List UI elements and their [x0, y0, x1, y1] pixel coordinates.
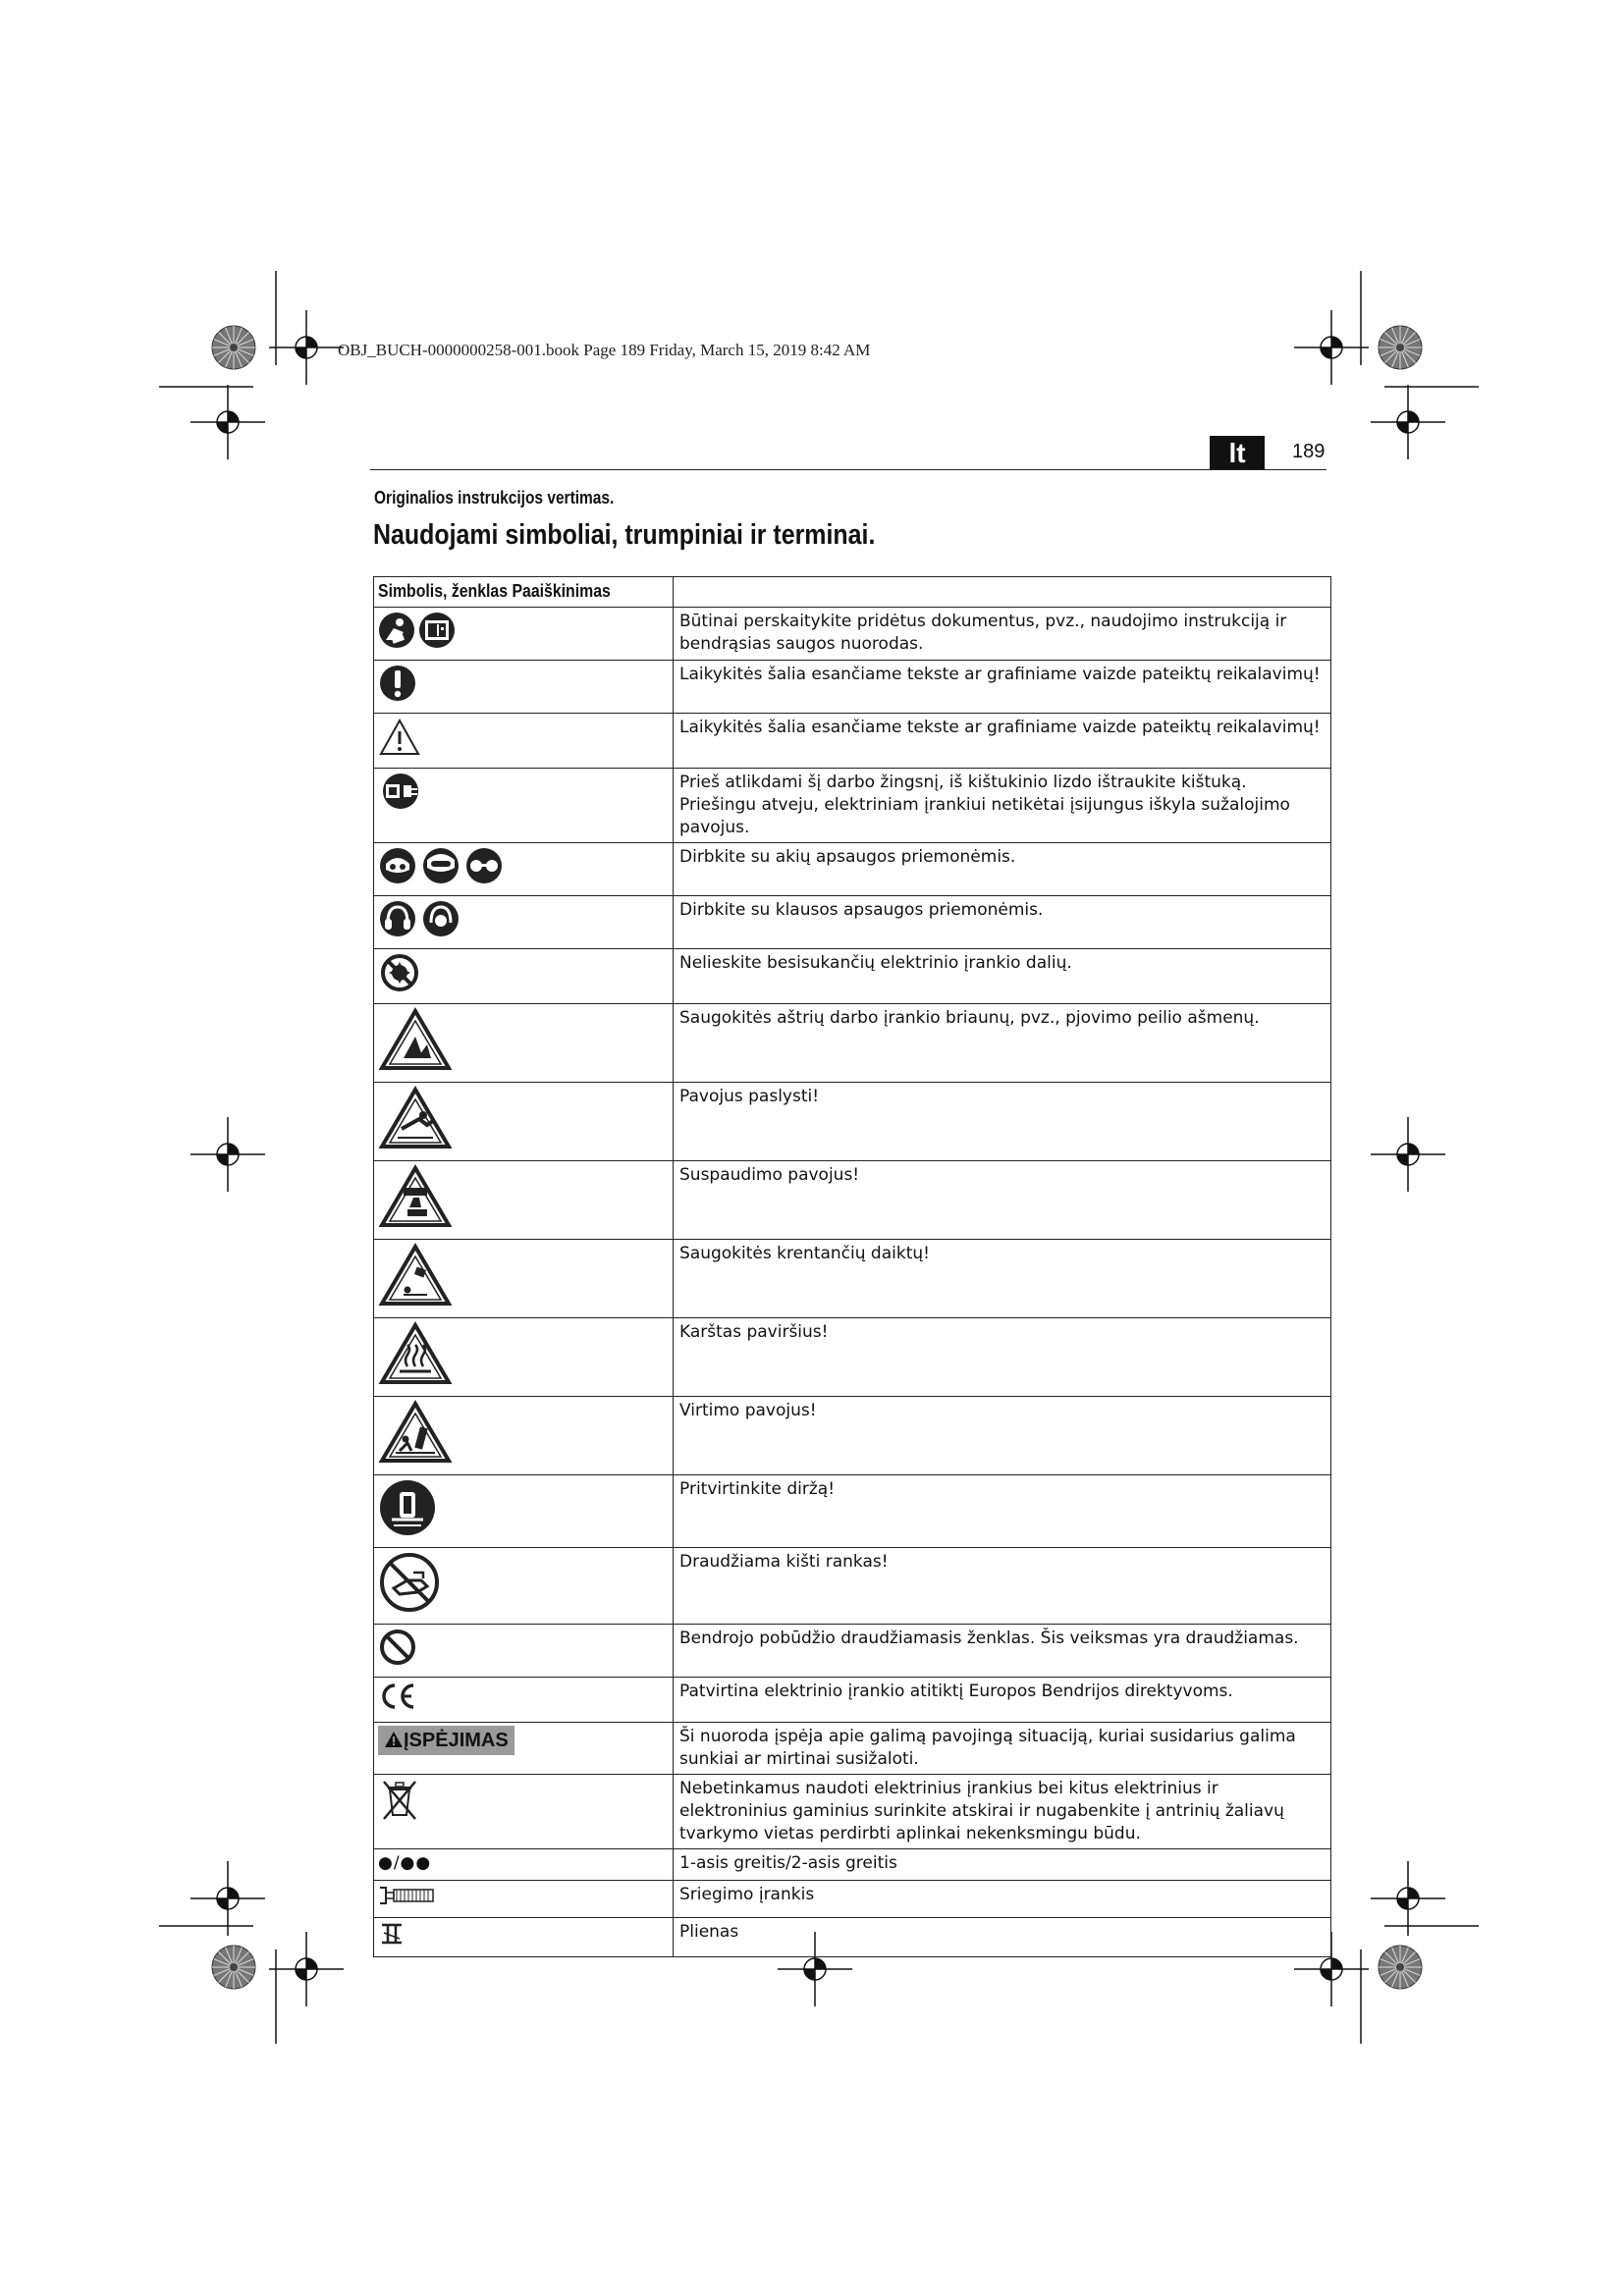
- table-row: [374, 1161, 1331, 1240]
- table-row: [374, 1475, 1331, 1548]
- table-row: [374, 1397, 1331, 1475]
- table-row: [374, 1723, 1331, 1775]
- description-cell: Suspaudimo pavojus!: [674, 1161, 1331, 1240]
- table-row: [374, 843, 1331, 896]
- description-cell: Pavojus paslysti!: [674, 1083, 1331, 1161]
- table-row: [374, 714, 1331, 769]
- description-cell: Būtinai perskaitykite pridėtus dokumentus, pvz., naudojimo instrukciją ir bendrąsias saugos nuorodas.: [674, 608, 1331, 661]
- description-cell: Laikykitės šalia esančiame tekste ar grafiniame vaizde pateiktų reikalavimų!: [674, 714, 1331, 769]
- falling-objects-icon: [378, 1243, 453, 1314]
- symbol-cell: [374, 1678, 674, 1723]
- table-row: [374, 896, 1331, 949]
- language-tag: lt: [1210, 436, 1265, 469]
- symbol-cell: [374, 1548, 674, 1625]
- table-row: [374, 1849, 1331, 1881]
- description-cell: Saugokitės krentančių daiktų!: [674, 1240, 1331, 1318]
- symbol-cell: [374, 1625, 674, 1678]
- warning-triangle-icon: [384, 1731, 404, 1748]
- description-cell: Virtimo pavojus!: [674, 1397, 1331, 1475]
- read-manual-icon: [378, 611, 457, 657]
- crush-hazard-icon: [378, 1164, 453, 1236]
- symbol-cell: [374, 714, 674, 769]
- ear-protection-icon: [378, 899, 464, 945]
- symbol-cell: [374, 1004, 674, 1083]
- description-cell: Sriegimo įrankis: [674, 1881, 1331, 1918]
- weee-bin-icon: [378, 1778, 421, 1828]
- thread-tool-icon: [378, 1884, 437, 1914]
- fasten-belt-icon: [378, 1478, 437, 1544]
- warning-badge: [378, 1726, 514, 1755]
- table-row: [374, 1004, 1331, 1083]
- description-cell: Laikykitės šalia esančiame tekste ar grafiniame vaizde pateiktų reikalavimų!: [674, 661, 1331, 714]
- symbol-cell: [374, 1723, 674, 1775]
- symbol-cell: [374, 1083, 674, 1161]
- table-row: [374, 608, 1331, 661]
- unplug-icon: [378, 772, 423, 818]
- no-hands-icon: [378, 1551, 441, 1621]
- table-header-row: [374, 577, 1331, 608]
- page-number: 189: [1292, 441, 1326, 462]
- symbol-cell: [374, 1397, 674, 1475]
- symbol-cell: [374, 896, 674, 949]
- description-cell: Dirbkite su akių apsaugos priemonėmis.: [674, 843, 1331, 896]
- eye-protection-icon: [378, 846, 506, 892]
- table-row: [374, 769, 1331, 843]
- table-row: [374, 1548, 1331, 1625]
- symbol-cell: [374, 1918, 674, 1957]
- tipping-hazard-icon: [378, 1400, 453, 1471]
- description-cell: Karštas paviršius!: [674, 1318, 1331, 1397]
- sharp-edges-warning-icon: [378, 1007, 453, 1079]
- symbol-cell: [374, 1775, 674, 1849]
- symbol-cell: [374, 1475, 674, 1548]
- symbol-cell: [374, 661, 674, 714]
- table-row: [374, 1775, 1331, 1849]
- table-row: [374, 1083, 1331, 1161]
- ce-mark-icon: [378, 1681, 417, 1719]
- symbol-cell: [374, 843, 674, 896]
- symbol-cell: [374, 769, 674, 843]
- slip-hazard-icon: [378, 1086, 453, 1157]
- hot-surface-icon: [378, 1321, 453, 1393]
- symbol-cell: [374, 1161, 674, 1240]
- warning-triangle-icon: [378, 717, 421, 765]
- prohibition-icon: [378, 1628, 417, 1674]
- description-cell: Plienas: [674, 1918, 1331, 1957]
- description-cell: Pritvirtinkite diržą!: [674, 1475, 1331, 1548]
- table-row: [374, 1881, 1331, 1918]
- description-cell: Nelieskite besisukančių elektrinio įrankio dalių.: [674, 949, 1331, 1004]
- description-cell: Saugokitės aštrių darbo įrankio briaunų, pvz., pjovimo peilio ašmenų.: [674, 1004, 1331, 1083]
- symbol-cell: [374, 949, 674, 1004]
- book-info: OBJ_BUCH-0000000258-001.book Page 189 Friday, March 15, 2019 8:42 AM: [338, 341, 871, 359]
- description-cell: Patvirtina elektrinio įrankio atitiktį Europos Bendrijos direktyvoms.: [674, 1678, 1331, 1723]
- description-cell: Ši nuoroda įspėja apie galimą pavojingą situaciją, kuriai susidarius galima sunkiai ar mirtinai susižaloti.: [674, 1723, 1331, 1775]
- symbol-cell: [374, 1881, 674, 1918]
- speed-dots-icon: ●/●●: [378, 1853, 432, 1873]
- table-row: [374, 1678, 1331, 1723]
- symbols-table: [373, 576, 1331, 1957]
- no-touch-rotating-icon: [378, 952, 421, 1000]
- description-cell: Bendrojo pobūdžio draudžiamasis ženklas. Šis veiksmas yra draudžiamas.: [674, 1625, 1331, 1678]
- description-cell: Prieš atlikdami šį darbo žingsnį, iš kištukinio lizdo ištraukite kištuką. Priešingu atveju, elektriniam įrankiui netikėtai įsijungus iškyla sužalojimo pavojus.: [674, 769, 1331, 843]
- description-cell: Dirbkite su klausos apsaugos priemonėmis.: [674, 896, 1331, 949]
- table-header-cell: [674, 577, 1331, 608]
- symbol-cell: [374, 1240, 674, 1318]
- symbol-cell: [374, 1849, 674, 1881]
- table-row: [374, 661, 1331, 714]
- header-rule: [370, 469, 1326, 470]
- table-row: [374, 1240, 1331, 1318]
- description-cell: 1-asis greitis/2-asis greitis: [674, 1849, 1331, 1881]
- description-cell: Draudžiama kišti rankas!: [674, 1548, 1331, 1625]
- page-title: Naudojami simboliai, trumpiniai ir terminai.: [373, 519, 876, 551]
- description-cell: Nebetinkamus naudoti elektrinius įrankius bei kitus elektrinius ir elektroninius gaminius surinkite atskirai ir nugabenkite į antrinių žaliavų tvarkymo vietas perdirbti aplinkai nekenksmingu būdu.: [674, 1775, 1331, 1849]
- mandatory-exclamation-icon: [378, 664, 417, 710]
- document-subtitle: Originalios instrukcijos vertimas.: [374, 488, 615, 507]
- steel-icon: [378, 1921, 407, 1953]
- warning-badge-label: ĮSPĖJIMAS: [404, 1730, 509, 1751]
- symbol-cell: [374, 608, 674, 661]
- table-row: [374, 1318, 1331, 1397]
- table-header-cell: Simbolis, ženklas Paaiškinimas: [374, 577, 674, 608]
- symbol-cell: [374, 1318, 674, 1397]
- table-row: [374, 1918, 1331, 1957]
- table-row: [374, 1625, 1331, 1678]
- table-row: [374, 949, 1331, 1004]
